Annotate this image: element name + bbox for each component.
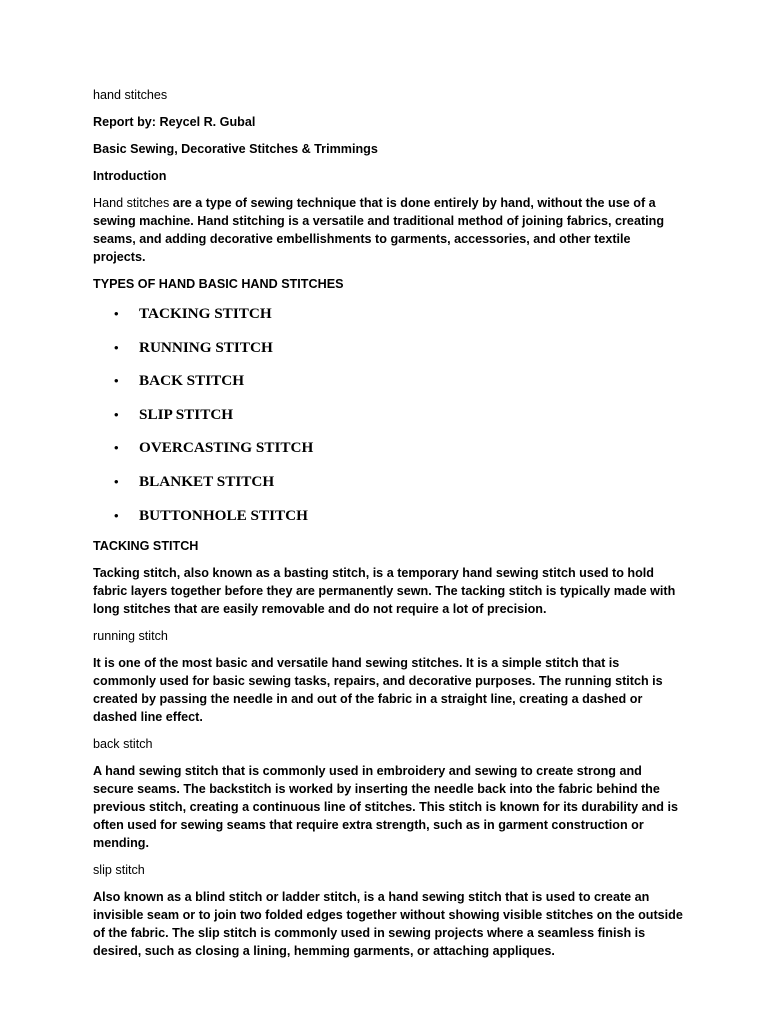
stitch-type-item [93,403,683,427]
types-heading: TYPES OF HAND BASIC HAND STITCHES [93,277,344,291]
document-body [93,86,683,969]
stitch-type-item [93,470,683,494]
stitch-type-item [93,504,683,528]
stitch-type-label: BACK STITCH [139,372,245,390]
section-heading-back: back stitch [93,737,153,752]
bullet-icon: • [114,440,119,456]
stitch-type-label: OVERCASTING STITCH [139,439,314,457]
document-title: hand stitches [93,88,168,102]
stitch-type-item [93,336,683,360]
section-heading-running: running stitch [93,629,168,644]
intro-paragraph [93,194,683,266]
section-body-slip: Also known as a blind stitch or ladder stitch, is a hand sewing stitch that is used to create an invisible seam or to join two folded edges together without showing visible stitches on the outside of the fabric. The slip stitch is commonly used in sewing projects where a seamless finish is desired, such as closing a lining, hemming garments, or attaching appliques. [93,890,683,959]
bullet-icon: • [114,507,119,523]
stitch-type-item [93,302,683,326]
report-subject: Basic Sewing, Decorative Stitches & Trimmings [93,142,378,156]
report-author: Report by: Reycel R. Gubal [93,115,256,129]
bullet-icon: • [114,339,119,355]
bullet-icon: • [114,473,119,489]
bullet-icon: • [114,406,119,422]
bullet-icon: • [114,373,119,389]
stitch-type-label: RUNNING STITCH [139,338,273,356]
bullet-icon: • [114,306,119,321]
intro-heading: Introduction [93,169,167,183]
section-body-tacking: Tacking stitch, also known as a basting stitch, is a temporary hand sewing stitch used to hold fabric layers together before they are permanently sewn. The tacking stitch is typically made with long stitches that are easily removable and do not require a lot of precision. [93,566,676,617]
section-body-running: It is one of the most basic and versatile hand sewing stitches. It is a simple stitch that is commonly used for basic sewing tasks, repairs, and decorative purposes. The running stitch is created by passing the needle in and out of the fabric in a straight line, creating a dashed or dashed line effect. [93,656,663,725]
stitch-type-label: BUTTONHOLE STITCH [139,506,308,524]
section-body-back: A hand sewing stitch that is commonly used in embroidery and sewing to create strong and secure seams. The backstitch is worked by inserting the needle back into the fabric behind the previous stitch, creating a continuous line of stitches. This stitch is known for its durability and is often used for sewing seams that require extra strength, such as in garment construction or mending. [93,764,679,851]
intro-body: are a type of sewing technique that is done entirely by hand, without the use of a sewing machine. Hand stitching is a versatile and traditional method of joining fabrics, creating seams, and adding decorative embellishments to garments, accessories, and other textile projects. [93,196,665,264]
intro-lead: Hand stitches [93,196,170,210]
stitch-type-label: BLANKET STITCH [139,472,275,490]
section-heading-tacking: TACKING STITCH [93,539,199,554]
section-heading-slip: slip stitch [93,863,145,878]
stitch-type-item [93,436,683,460]
stitch-type-item [93,369,683,393]
stitch-type-label: TACKING STITCH [139,305,272,322]
stitch-types-list [93,302,683,528]
stitch-type-label: SLIP STITCH [139,405,234,423]
